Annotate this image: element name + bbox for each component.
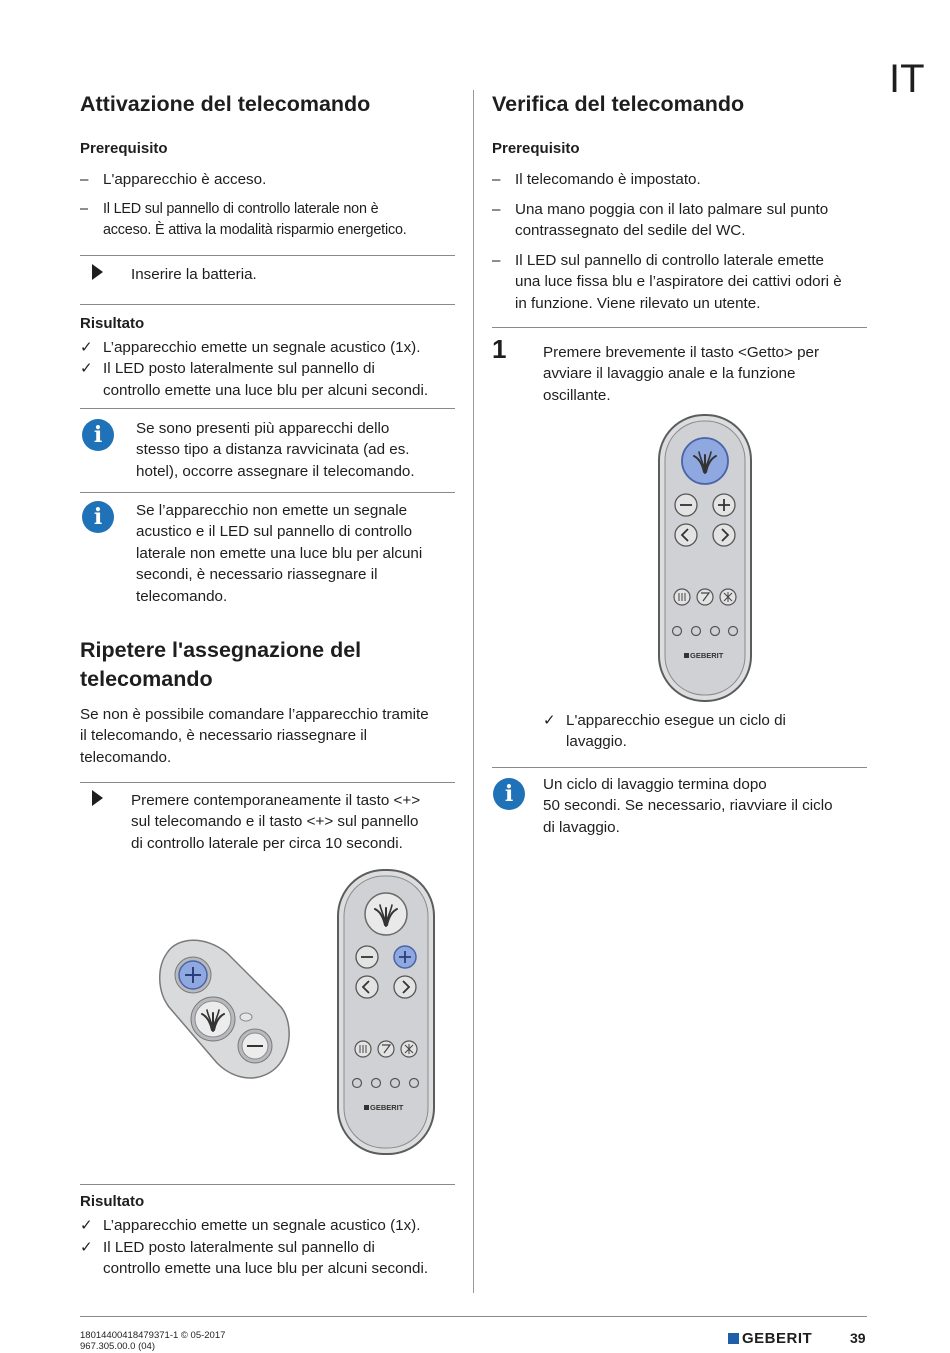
info-text: Un ciclo di lavaggio termina dopo 50 secondi. Se necessario, riavviare il ciclo di lavaggio. xyxy=(543,776,833,836)
remote-control-illustration xyxy=(335,867,437,1157)
step-text: Premere contemporaneamente il tasto <+> sul telecomando e il tasto <+> sul pannello di controllo laterale per circa 10 secondi. xyxy=(131,792,421,852)
dash-marker: – xyxy=(492,201,501,218)
result-text: controllo emette una luce blu per alcuni secondi. xyxy=(103,382,429,399)
dash-marker: – xyxy=(492,171,501,188)
list-item: – Il LED sul pannello di controllo laterale emette una luce fissa blu e l’aspiratore dei cattivi odori è in funzione. Viene rilevato un utente. xyxy=(492,252,842,312)
section-title-verify: Verifica del telecomando xyxy=(492,92,745,116)
info-icon: i xyxy=(493,778,525,810)
side-control-panel-illustration xyxy=(155,935,295,1085)
footer-rule xyxy=(80,1316,867,1317)
arrow-right-icon xyxy=(92,264,103,280)
result-heading: Risultato xyxy=(80,315,145,332)
info-icon: i xyxy=(82,419,114,451)
result-text: Il LED posto lateralmente sul pannello di xyxy=(103,1239,375,1256)
language-tag: IT xyxy=(889,57,925,101)
result-text: controllo emette una luce blu per alcuni secondi. xyxy=(103,1260,429,1277)
dash-marker: – xyxy=(492,252,501,269)
step-text: Inserire la batteria. xyxy=(131,266,257,283)
logo-square-icon xyxy=(728,1333,739,1344)
separator xyxy=(492,327,867,328)
section-title-activation: Attivazione del telecomando xyxy=(80,92,371,116)
checkmark-icon: ✓ xyxy=(80,1217,93,1234)
separator xyxy=(80,492,455,493)
step-number: 1 xyxy=(492,334,507,364)
dash-marker: – xyxy=(80,201,88,217)
geberit-logo: GEBERIT xyxy=(728,1330,812,1347)
result-heading: Risultato xyxy=(80,1193,145,1210)
list-item: – Una mano poggia con il lato palmare sul punto contrassegnato del sedile del WC. xyxy=(492,201,829,240)
column-divider xyxy=(473,90,474,1293)
checkmark-icon: ✓ xyxy=(80,360,93,377)
result-text: Il LED posto lateralmente sul pannello di xyxy=(103,360,375,377)
prerequisite-heading: Prerequisito xyxy=(80,140,168,157)
prerequisite-heading: Prerequisito xyxy=(492,140,580,157)
separator xyxy=(80,304,455,305)
info-text: Se sono presenti più apparecchi dello stesso tipo a distanza ravvicinata (ad es. hotel), occorre assegnare il telecomando. xyxy=(136,420,415,480)
checkmark-icon: ✓ xyxy=(80,1239,93,1256)
arrow-right-icon xyxy=(92,790,103,806)
separator xyxy=(80,255,455,256)
step-text: Premere brevemente il tasto <Getto> per avviare il lavaggio anale e la funzione oscillante. xyxy=(543,344,820,404)
result-text: L’apparecchio emette un segnale acustico (1x). xyxy=(103,339,421,356)
info-icon: i xyxy=(82,501,114,533)
document-code: 18014400418479371-1 © 05-2017 967.305.00.0 (04) xyxy=(80,1330,226,1352)
dash-marker: – xyxy=(80,171,89,188)
intro-text: Se non è possibile comandare l’apparecchio tramite il telecomando, è necessario riassegnare il telecomando. xyxy=(80,706,429,766)
separator xyxy=(80,1184,455,1185)
list-item: – Il LED sul pannello di controllo laterale non è acceso. È attiva la modalità risparmio energetico. xyxy=(80,201,407,239)
page-number: 39 xyxy=(850,1330,866,1346)
separator xyxy=(80,408,455,409)
remote-control-illustration xyxy=(656,412,754,704)
checkmark-icon: ✓ xyxy=(80,339,93,356)
checkmark-icon: ✓ xyxy=(543,712,556,729)
section-title-reassign: Ripetere l'assegnazione del telecomando xyxy=(80,638,362,691)
remote-brand-label: GEBERIT xyxy=(690,651,724,660)
result-text: L’apparecchio emette un segnale acustico (1x). xyxy=(103,1217,421,1234)
result-text: L'apparecchio esegue un ciclo di lavaggio. xyxy=(566,712,786,751)
separator xyxy=(80,782,455,783)
separator xyxy=(492,767,867,768)
remote-brand-label: GEBERIT xyxy=(370,1103,404,1112)
info-text: Se l’apparecchio non emette un segnale acustico e il LED sul pannello di controllo laterale non emette una luce blu per alcuni secondi, è necessario riassegnare il telecomando. xyxy=(136,502,423,605)
